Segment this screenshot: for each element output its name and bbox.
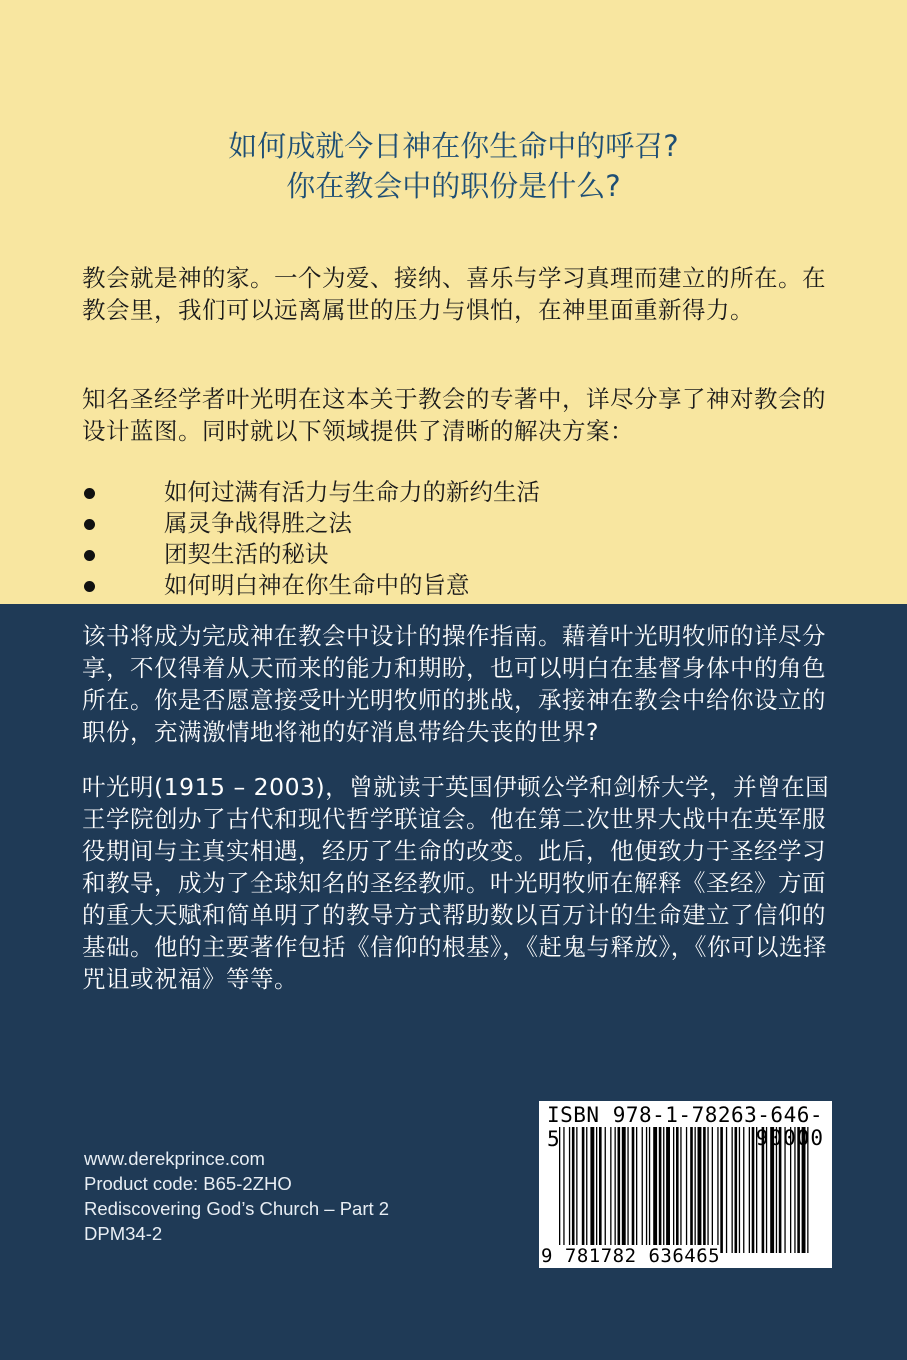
description-paragraph: 该书将成为完成神在教会中设计的操作指南。藉着叶光明牧师的详尽分享，不仅得着从天而来的能力和期盼，也可以明白在基督身体中的角色所在。你是否愿意接受叶光明牧师的挑战，承接神在教会中给你设立的职份，充满激情地将祂的好消息带给失丧的世界? [82, 622, 826, 746]
list-item: 团契生活的秘诀 [82, 539, 832, 570]
list-item: 如何明白神在你生命中的旨意 [82, 570, 832, 601]
bullet-icon [84, 519, 95, 530]
bullet-icon [84, 488, 95, 499]
headline [0, 126, 907, 206]
bullet-icon [84, 550, 95, 561]
isbn-barcode [539, 1101, 832, 1268]
isbn-text: ISBN 978-1-78263-646-5 [547, 1103, 824, 1151]
bullet-list [82, 477, 832, 601]
intro-paragraph-1: 教会就是神的家。一个为爱、接纳、喜乐与学习真理而建立的所在。在教会里，我们可以远离属世的压力与惧怕，在神里面重新得力。 [82, 264, 826, 324]
author-bio: 叶光明(1915 – 2003)，曾就读于英国伊顿公学和剑桥大学，并曾在国王学院创办了古代和现代哲学联谊会。他在第二次世界大战中在英军服役期间与主真实相遇，经历了生命的改变。此后，他便致力于圣经学习和教导，成为了全球知名的圣经教师。叶光明牧师在解释《圣经》方面的重大天赋和简单明了的教导方式帮助数以百万计的生命建立了信仰的基础。他的主要著作包括《信仰的根基》，《赶鬼与释放》，《你可以选择咒诅或祝福》等等。 [82, 773, 830, 993]
product-code: Product code: B65-2ZHO [84, 1173, 292, 1194]
list-item: 如何过满有活力与生命力的新约生活 [82, 477, 832, 508]
price-code: 90000 [755, 1126, 824, 1150]
list-item: 属灵争战得胜之法 [82, 508, 832, 539]
bullet-icon [84, 581, 95, 592]
intro-paragraph-2: 知名圣经学者叶光明在这本关于教会的专著中，详尽分享了神对教会的设计蓝图。同时就以下领域提供了清晰的解决方案： [82, 385, 826, 445]
publisher-info [84, 1146, 389, 1246]
series-title: Rediscovering God’s Church – Part 2 [84, 1198, 390, 1219]
website: www.derekprince.com [84, 1148, 265, 1169]
catalog-code: DPM34-2 [84, 1223, 163, 1244]
headline-line-1: 如何成就今日神在你生命中的呼召? [228, 129, 679, 163]
ean-number: 9 781782 636465 [541, 1245, 721, 1267]
headline-line-2: 你在教会中的职份是什么? [286, 169, 621, 203]
